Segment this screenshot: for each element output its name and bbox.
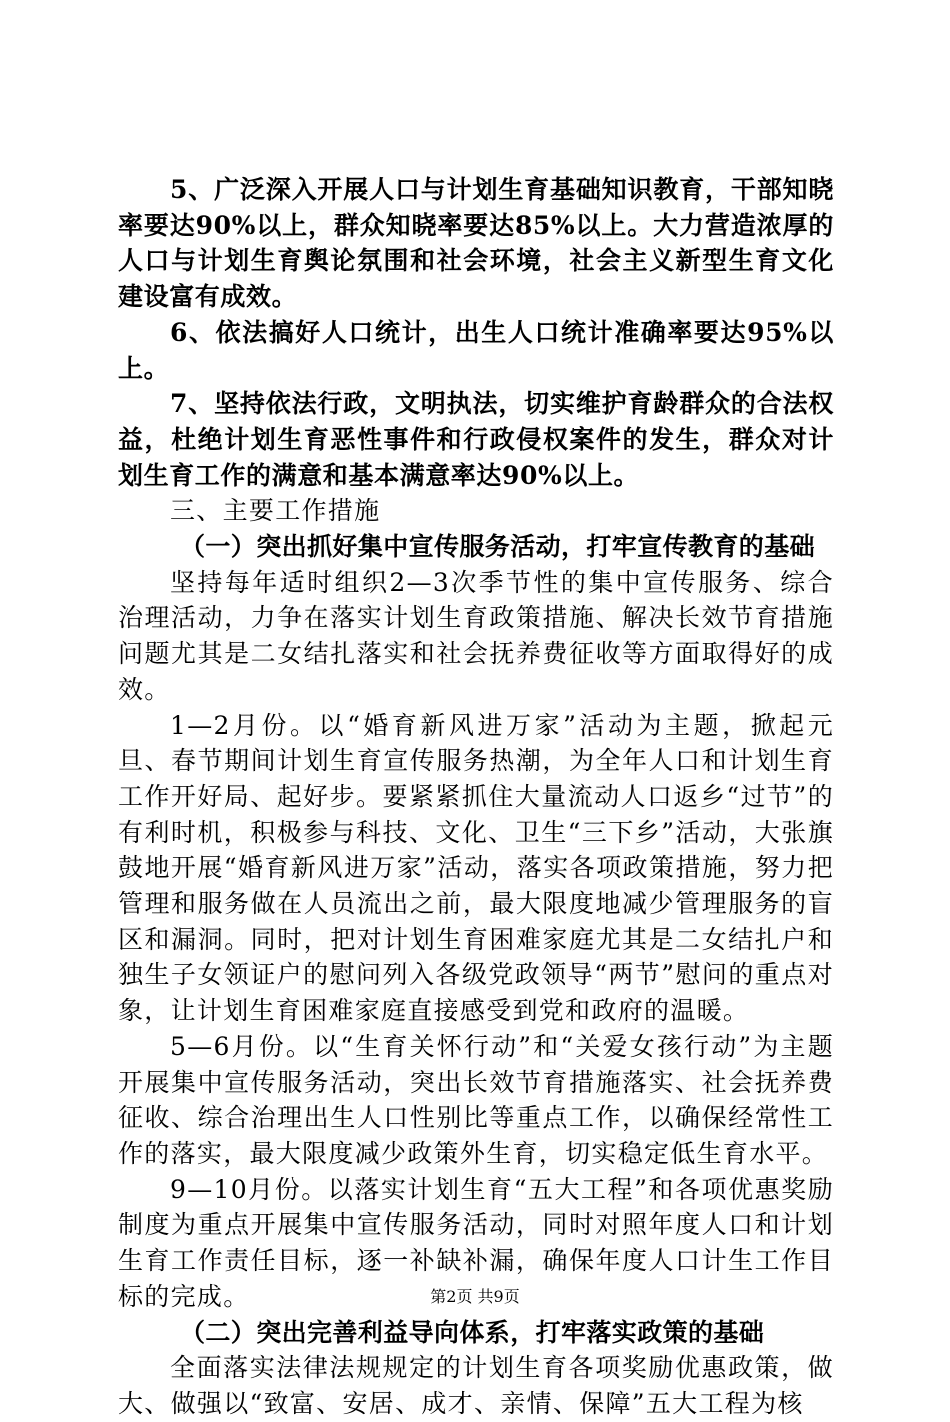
document-body [118, 172, 834, 1422]
paragraph-item-5: 5、广泛深入开展人口与计划生育基础知识教育，干部知晓率要达90%以上，群众知晓率要达85%以上。大力营造浓厚的人口与计划生育舆论氛围和社会环境，社会主义新型生育文化建设富有成效。 [118, 175, 834, 312]
subheading-publicity-services: （一）突出抓好集中宣传服务活动，打牢宣传教育的基础 [180, 532, 816, 562]
subheading-interest-guidance: （二）突出完善利益导向体系，打牢落实政策的基础 [180, 1317, 765, 1347]
paragraph-item-7: 7、坚持依法行政，文明执法，切实维护育龄群众的合法权益，杜绝计划生育恶性事件和行政侵权案件的发生，群众对计划生育工作的满意和基本满意率达90%以上。 [118, 389, 834, 490]
paragraph-seasonal-activities: 坚持每年适时组织2—3次季节性的集中宣传服务、综合治理活动，力争在落实计划生育政策措施、解决长效节育措施问题尤其是二女结扎落实和社会抚养费征收等方面取得好的成效。 [118, 567, 834, 704]
page-number-footer: 第2页 共9页 [430, 1287, 520, 1306]
paragraph-item-6: 6、依法搞好人口统计，出生人口统计准确率要达95%以上。 [118, 317, 834, 383]
paragraph-sep-oct: 9—10月份。以落实计划生育“五大工程”和各项优惠奖励制度为重点开展集中宣传服务活动，同时对照年度人口和计划生育工作责任目标，逐一补缺补漏，确保年度人口计生工作目标的完成。 [118, 1174, 834, 1311]
paragraph-incentive-policies: 全面落实法律法规规定的计划生育各项奖励优惠政策，做大、做强以“致富、安居、成才、亲情、保障”五大工程为核 [118, 1353, 834, 1418]
section-heading-measures: 三、主要工作措施 [170, 496, 381, 526]
paragraph-may-jun: 5—6月份。以“生育关怀行动”和“关爱女孩行动”为主题开展集中宣传服务活动，突出长效节育措施落实、社会抚养费征收、综合治理出生人口性别比等重点工作，以确保经常性工作的落实，最大限度减少政策外生育，切实稳定低生育水平。 [118, 1031, 834, 1168]
paragraph-jan-feb: 1—2月份。以“婚育新风进万家”活动为主题，掀起元旦、春节期间计划生育宣传服务热潮，为全年人口和计划生育工作开好局、起好步。要紧紧抓住大量流动人口返乡“过节”的有利时机，积极参与科技、文化、卫生“三下乡”活动，大张旗鼓地开展“婚育新风进万家”活动，落实各项政策措施，努力把管理和服务做在人员流出之前，最大限度地减少管理服务的盲区和漏洞。同时，把对计划生育困难家庭尤其是二女结扎户和独生子女领证户的慰问列入各级党政领导“两节”慰问的重点对象，让计划生育困难家庭直接感受到党和政府的温暖。 [118, 710, 834, 1026]
